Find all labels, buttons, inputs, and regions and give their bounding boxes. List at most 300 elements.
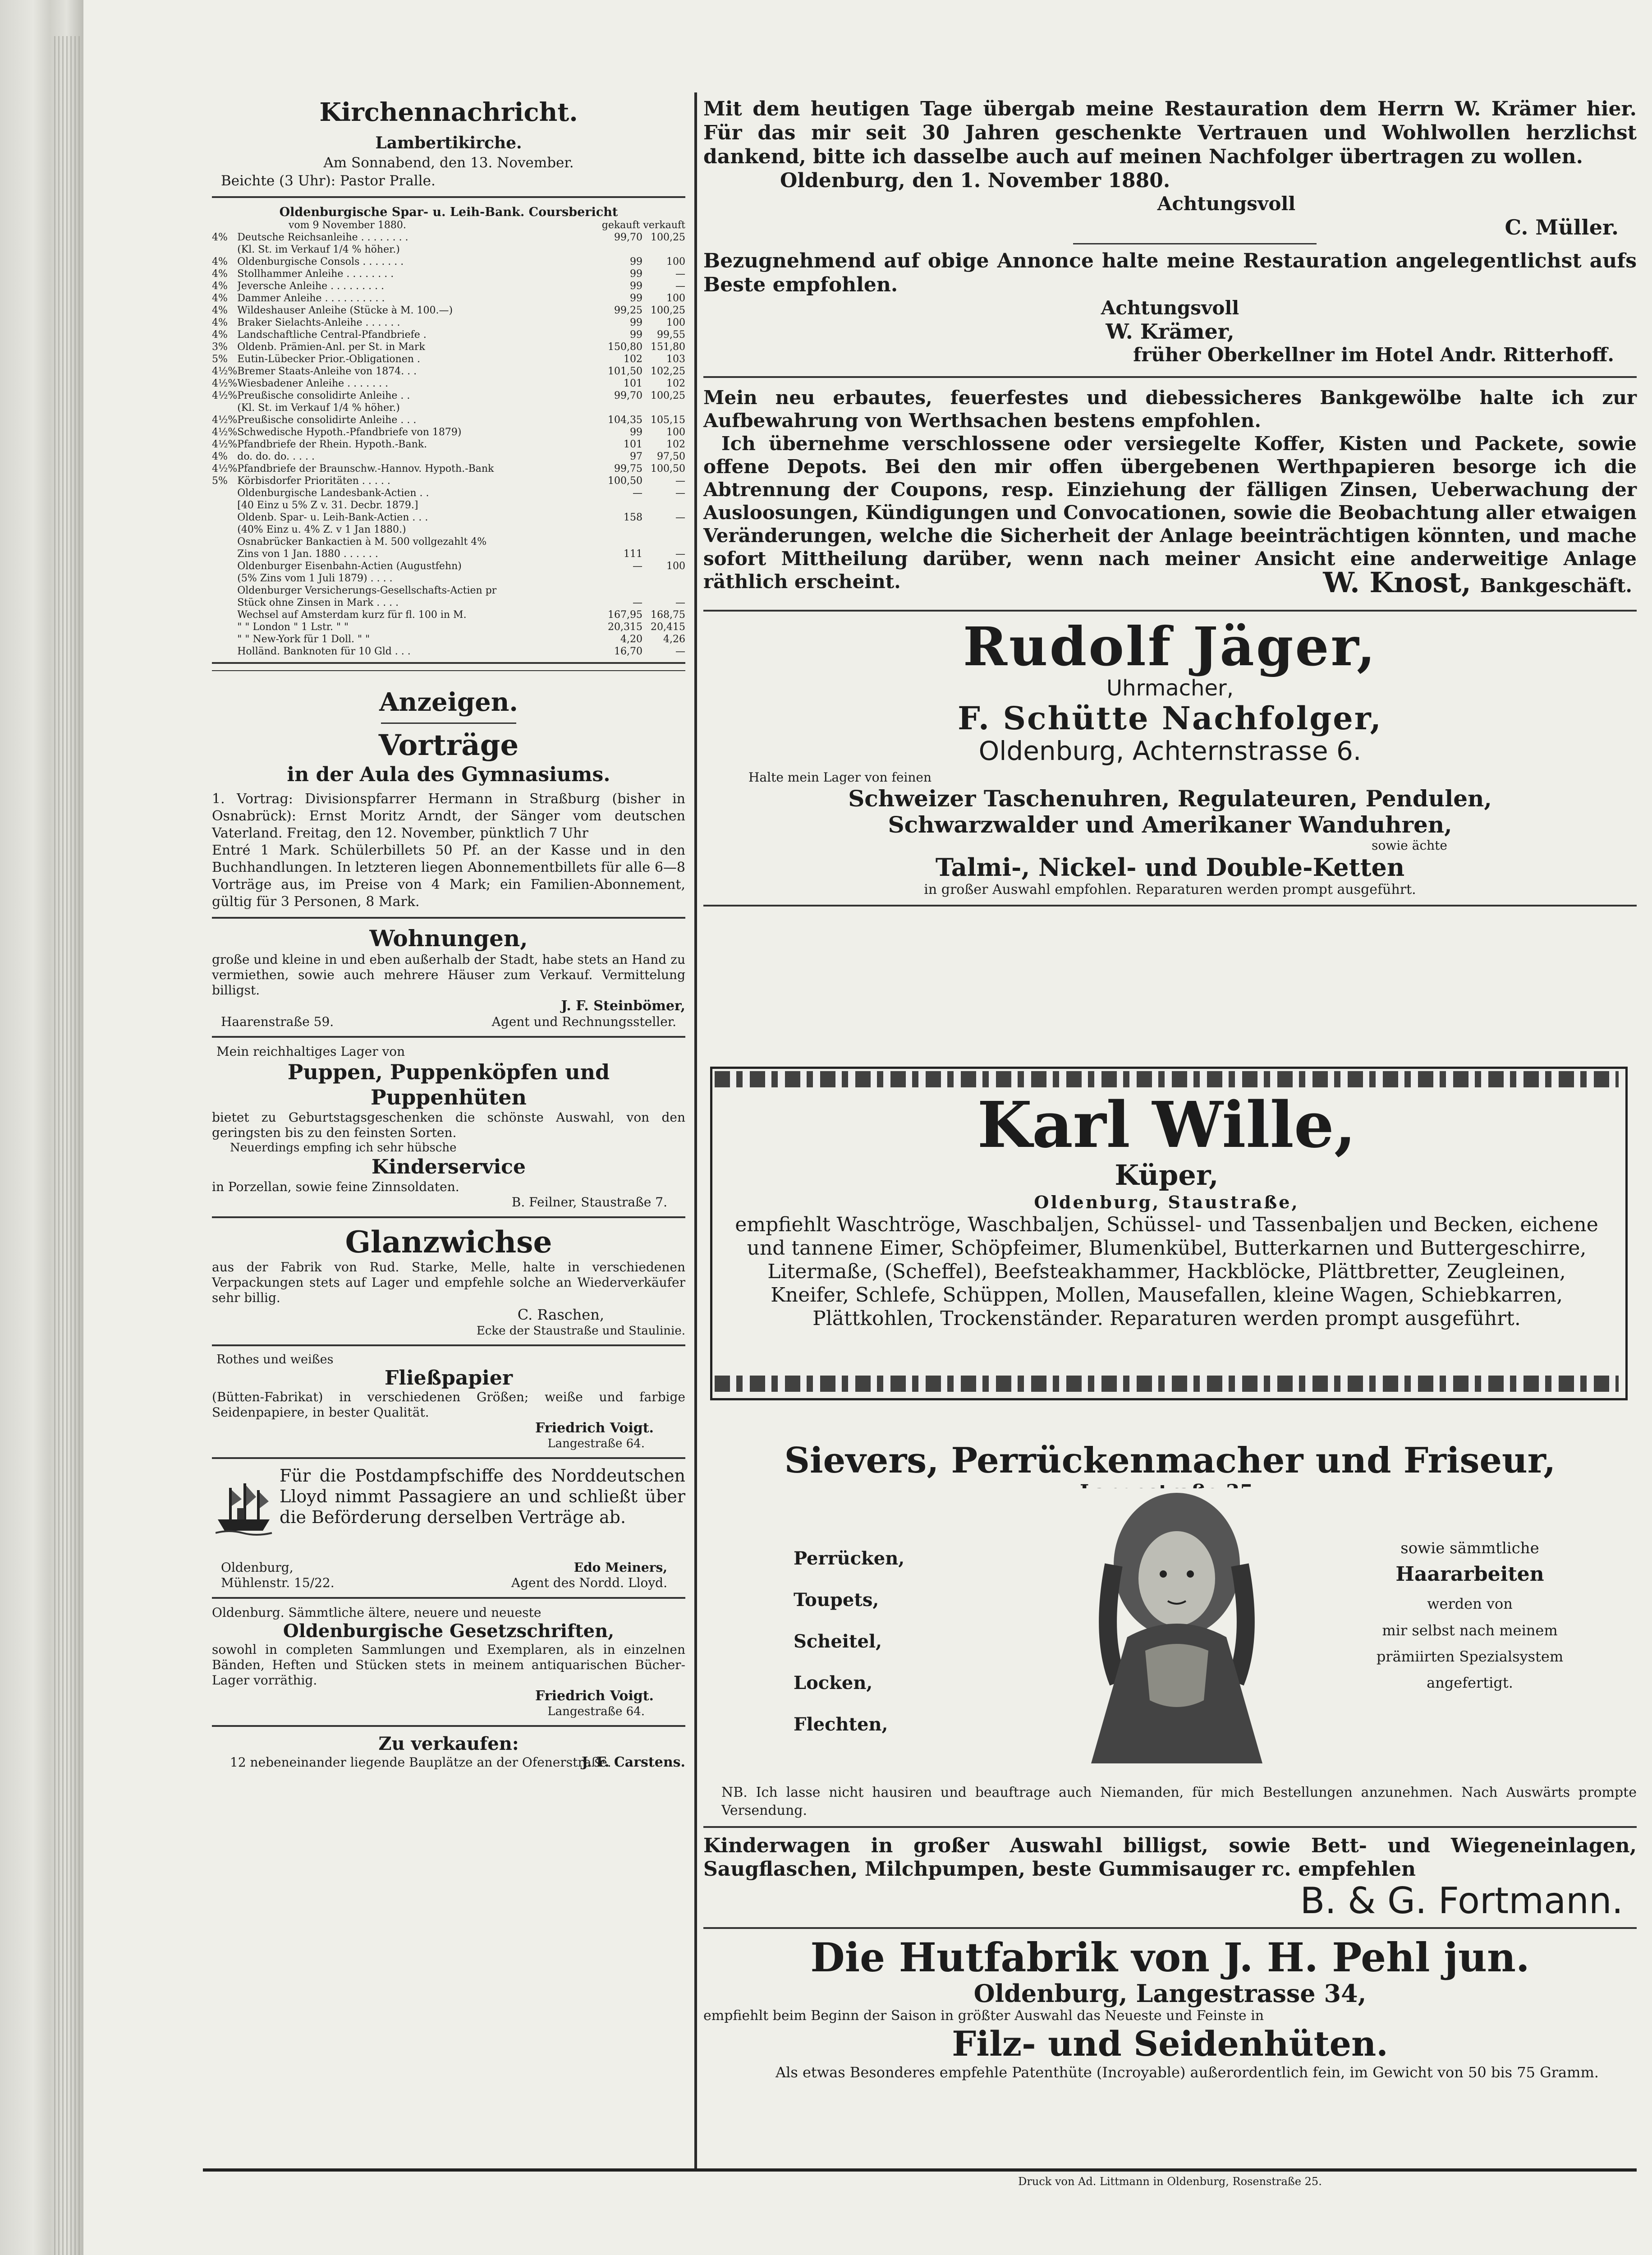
vortraege-title: Vorträge [378,728,519,762]
divider [703,905,1637,907]
lloyd-signature: Edo Meiners, [574,1560,667,1575]
bank-row-buy: 99,75 [614,463,642,474]
pehl-address: Oldenburg, Langestrasse 34, [973,1979,1367,2008]
bank-row-sell: — [675,488,685,499]
bank-row-sell: 151,80 [651,341,685,353]
bank-row-percent: 4% [212,268,228,280]
bank-row-percent: 4% [212,281,228,292]
glanz-title: Glanzwichse [345,1224,552,1260]
bank-row-buy: 99 [630,268,642,280]
left-column [212,97,685,1770]
kraemer-signature: W. Krämer, [1106,319,1234,344]
bank-row-sell: 100,25 [651,390,685,401]
bank-row-sell [642,402,685,414]
bank-row-name: Bremer Staats-Anleihe von 1874. . . [237,366,417,377]
puppen-signature: B. Feilner, Staustraße 7. [511,1195,667,1210]
sievers-right-1: sowie sämmtliche [1400,1539,1539,1557]
bank-row-buy [600,572,642,584]
wohnungen-signature: J. F. Steinbömer, [561,998,685,1014]
bank-row-sell [642,524,685,536]
jaeger-line-5: in großer Auswahl empfohlen. Reparaturen werden prompt ausgeführt. [924,882,1416,897]
wille-text: empfiehlt Waschtröge, Waschbaljen, Schüssel- und Tassenbaljen und Becken, eichene und tannene Eimer, Schöpfeimer, Blumenkübel, Butterkarnen und Buttergeschirre, Litermaße, (Scheffel), Beefsteakhammer, Hackblöcke, Plättbretter, Zeugleinen, Kneifer, Schlefe, Schüppen, Mollen, Mausefallen, kleine Wagen, Schiebkarren, Plättkohlen, Trockenständer. Reparaturen werden prompt ausgeführt. [735,1213,1598,1330]
glanz-address: Ecke der Staustraße und Staulinie. [476,1324,685,1338]
bank-row-name: Oldenburger Versicherungs-Gesellschafts-Actien pr [237,585,497,596]
pehl-title: Die Hutfabrik von J. H. Pehl jun. [810,1934,1530,1981]
knost-text-2: Ich übernehme verschlossene oder versiegelte Koffer, Kisten und Packete, sowie offene Depots. Bei den mir offen übergebenen Werthpapieren besorge ich die Abtrennung der Coupons, resp. Einziehung der fälligen Zinsen, Ueberwachung der Ausloosungen, Kündigungen und Convocationen, sowie die Beobachtung aller etwaigen Veränderungen, welche die Sicherheit der Anlage beeinträchtigen könnten, und mache sofort Mittheilung darüber, wenn nach meiner Ansicht eine anderweitige Anlage räthlich erscheint. [703,433,1637,593]
puppen-extra: Neuerdings empfing ich sehr hübsche [230,1141,457,1155]
wille-ad-pattern-top [715,1071,1619,1087]
bank-row-sell [642,499,685,511]
bank-row-percent: 4½% [212,463,238,474]
divider [1073,243,1317,244]
wille-title: Karl Wille, [977,1088,1356,1162]
bank-row-name: Wechsel auf Amsterdam kurz für fl. 100 in M. [237,609,467,621]
puppen-intro: Mein reichhaltiges Lager von [216,1044,405,1059]
sievers-right-5: prämiirten Spezialsystem [1376,1648,1564,1665]
fortmann-text: Kinderwagen in großer Auswahl billigst, sowie Bett- und Wiegeneinlagen, Saugflaschen, Milchpumpen, beste Gummisauger rc. empfehlen [703,1834,1637,1881]
bank-row-name: Holländ. Banknoten für 10 Gld . . . [237,646,411,657]
fortmann-signature: B. & G. Fortmann. [1300,1880,1623,1922]
bank-table-row [212,609,685,621]
divider [703,376,1637,378]
bank-row-sell: — [675,281,685,292]
divider [212,662,685,664]
fliess-intro: Rothes und weißes [216,1353,334,1367]
bank-row-percent: 4% [212,305,228,316]
sievers-right-4: mir selbst nach meinem [1382,1622,1558,1639]
bank-row-name: (Kl. St. im Verkauf 1/4 % höher.) [237,402,400,414]
kraemer-subtitle: früher Oberkellner im Hotel Andr. Ritterhoff. [1133,344,1614,366]
bank-row-buy: 99 [630,317,642,328]
bank-row-name: Dammer Anleihe . . . . . . . . . . [237,293,385,304]
divider [703,1927,1637,1929]
bank-row-buy [600,499,642,511]
wohnungen-text: große und kleine in und eben außerhalb der Stadt, habe stets an Hand zu vermiethen, sowie auch mehrere Häuser zum Verkauf. Vermittelung billigst. [212,952,685,998]
bank-row-buy: 101 [624,378,642,389]
gesetz-intro: Oldenburg. Sämmtliche ältere, neuere und neueste [212,1605,541,1620]
bank-row-percent: 4% [212,451,228,462]
bank-row-name: " " New-York für 1 Doll. " " [237,634,370,645]
bank-row-sell: 103 [666,354,685,365]
bank-table-row [212,645,685,658]
mueller-greeting: Achtungsvoll [1157,193,1296,215]
puppen-title-1: Puppen, Puppenköpfen und [287,1060,610,1084]
bank-row-sell: 100 [666,427,685,438]
divider [381,723,516,724]
divider [212,196,685,198]
bank-row-buy: 99 [630,293,642,304]
bank-table-row [212,390,685,402]
lloyd-sign-row-2 [212,1575,685,1591]
bank-row-name: Osnabrücker Bankactien à M. 500 vollgezahlt 4% [237,536,487,548]
bank-row-percent: 5% [212,475,228,487]
divider [212,670,685,671]
glanz-signature: C. Raschen, [517,1306,604,1323]
bank-table-row [212,317,685,329]
divider [212,1597,685,1599]
bank-row-name: Oldenb. Prämien-Anl. per St. in Mark [237,341,425,353]
bank-table-row [212,353,685,365]
verkaufen-signature: J. F. Carstens. [581,1754,685,1770]
bank-table-row [212,414,685,426]
lloyd-text: Für die Postdampfschiffe des Norddeutschen Lloyd nimmt Passagiere an und schließt über die Beförderung derselben Verträge ab. [280,1466,685,1527]
bank-row-buy: 99 [630,329,642,341]
puppen-title-2: Puppenhüten [371,1085,527,1109]
bank-table-row [212,268,685,280]
church-subtitle: Lambertikirche. [375,133,522,152]
bank-row-buy: 99 [630,281,642,292]
bank-row-buy [600,584,642,597]
kraemer-greeting: Achtungsvoll [1101,297,1239,319]
bank-row-sell: 20,415 [651,621,685,633]
bank-row-name: Pfandbriefe der Braunschw.-Hannov. Hypoth.-Bank [237,463,494,474]
lloyd-city: Oldenburg, [221,1560,294,1575]
bank-row-name: Oldenburgische Landesbank-Actien . . [237,488,429,499]
bank-row-percent [212,645,237,658]
steamship-icon [216,1474,274,1537]
bank-row-percent: 4% [212,329,228,341]
bank-table-row [212,536,685,548]
divider [212,1216,685,1218]
church-line-2: Beichte (3 Uhr): Pastor Pralle. [221,173,436,189]
bank-row-name: (40% Einz u. 4% Z. v 1 Jan 1880.) [237,524,406,535]
bank-row-sell: — [675,512,685,523]
bank-row-percent [212,244,237,256]
bank-row-percent [212,621,237,633]
sievers-item: Locken, [794,1672,873,1694]
bank-row-percent [212,487,237,499]
bank-table-row [212,402,685,414]
bank-row-percent: 4% [212,317,228,328]
bank-column-head: gekauft verkauft [601,220,685,231]
pehl-text-2: Als etwas Besonderes empfehle Patenthüte (Incroyable) außerordentlich fein, im Gewicht von 50 bis 75 Gramm. [776,2064,1599,2081]
bank-row-sell: 100 [666,317,685,328]
bank-row-buy: — [633,561,642,572]
sievers-right-6: angefertigt. [1427,1674,1513,1691]
anzeigen-heading: Anzeigen. [379,687,518,717]
bank-row-buy: 101 [624,439,642,450]
bank-row-sell: 102 [666,378,685,389]
sievers-item-list [794,1538,983,1745]
column-divider [694,92,697,2172]
lloyd-street: Mühlenstr. 15/22. [221,1575,335,1590]
bank-row-name: Zins von 1 Jan. 1880 . . . . . . [237,548,378,560]
church-title: Kirchennachricht. [319,97,578,127]
gesetz-address: Langestraße 64. [547,1705,645,1718]
bank-row-buy: — [633,597,642,608]
bank-row-percent [212,584,237,597]
bank-table-row [212,451,685,463]
bank-table-row [212,292,685,304]
bank-table-row [212,548,685,560]
knost-text-1: Mein neu erbautes, feuerfestes und diebessicheres Bankgewölbe halte ich zur Aufbewahrung von Werthsachen bestens empfohlen. [703,387,1637,432]
sievers-item: Scheitel, [794,1631,882,1652]
gesetz-text: sowohl in completen Sammlungen und Exemplaren, als in einzelnen Bänden, Heften und Stücken stets in meinem antiquarischen Bücher-Lager vorräthig. [212,1642,685,1688]
bank-row-percent [212,597,237,609]
sievers-nb: NB. Ich lasse nicht hausiren und beauftrage auch Niemanden, für mich Bestellungen anzunehmen. Nach Auswärts prompte Versendung. [721,1785,1637,1818]
jaeger-line-1: Schweizer Taschenuhren, Regulateuren, Pendulen, [848,785,1492,812]
jaeger-line-4: Talmi-, Nickel- und Double-Ketten [935,853,1405,882]
bank-row-name: Preußische consolidirte Anleihe . . [237,390,410,401]
bank-row-sell [642,572,685,584]
lloyd-block [212,1465,685,1560]
divider [703,610,1637,612]
bank-row-buy: 99 [630,256,642,267]
bank-table-row [212,365,685,377]
bank-row-sell [642,536,685,548]
bank-row-buy: — [633,488,642,499]
wille-city: Oldenburg, Staustraße, [1034,1192,1299,1212]
lloyd-sign-row-1 [212,1560,685,1575]
knost-signature: W. Knost, [1323,566,1471,599]
bank-row-percent [212,572,237,584]
verkaufen-text: 12 nebeneinander liegende Bauplätze an der Ofenerstraße. [230,1755,611,1770]
fliess-title: Fließpapier [384,1367,513,1390]
bank-table-row [212,633,685,645]
bank-row-name: Oldenburger Eisenbahn-Actien (Augustfehn) [237,561,462,572]
fliess-text: (Bütten-Fabrikat) in verschiedenen Größen; weiße und farbige Seidenpapiere, in bester Qualität. [212,1390,685,1420]
bank-row-name: Braker Sielachts-Anleihe . . . . . . [237,317,400,328]
bank-table-row [212,511,685,524]
vortraege-text-1: 1. Vortrag: Divisionspfarrer Hermann in Straßburg (bisher in Osnabrück): Ernst Moritz Arndt, der Sänger vom deutschen Vaterland. Freitag, den 12. November, pünktlich 7 Uhr [212,791,685,841]
lloyd-role: Agent des Nordd. Lloyd. [511,1575,667,1590]
divider [212,1036,685,1038]
sievers-right [1335,1538,1605,1696]
bank-row-name: (5% Zins vom 1 Juli 1879) . . . . [237,573,393,584]
bank-row-name: Schwedische Hypoth.-Pfandbriefe von 1879) [237,427,462,438]
wille-subtitle: Küper, [1115,1159,1219,1192]
mueller-date: Oldenburg, den 1. November 1880. [780,169,1170,192]
bank-row-percent [212,499,237,511]
vortraege-text-2: Entré 1 Mark. Schülerbillets 50 Pf. an der Kasse und in den Buchhandlungen. In letzteren liegen Abonnementbillets für alle 6—8 Vorträge aus, im Preise von 4 Mark; ein Familien-Abonnement, gültig für 3 Personen, 8 Mark. [212,842,685,910]
jaeger-subtitle-2: F. Schütte Nachfolger, [958,700,1382,737]
bank-row-percent [212,609,237,621]
bank-row-sell: 168,75 [651,609,685,621]
bank-table-row [212,329,685,341]
bank-row-buy: 101,50 [608,366,642,377]
bank-table-row [212,341,685,353]
bank-row-percent: 4½% [212,427,238,438]
bank-row-buy: 111 [624,548,642,560]
wohnungen-title: Wohnungen, [369,925,528,952]
bank-row-buy [600,244,642,256]
gesetz-title: Oldenburgische Gesetzschriften, [283,1620,615,1642]
bank-row-name: Körbisdorfer Prioritäten . . . . . [237,475,390,487]
sievers-item: Toupets, [794,1589,879,1611]
bank-row-sell [642,244,685,256]
wohnungen-address: Haarenstraße 59. [221,1014,334,1029]
vortraege-subtitle: in der Aula des Gymnasiums. [287,763,610,786]
bank-row-sell: 100,25 [651,305,685,316]
bank-table-row [212,256,685,268]
bank-row-sell: 100 [666,293,685,304]
bank-row-buy [600,524,642,536]
bank-row-sell: — [675,597,685,608]
bank-row-sell: 100,50 [651,463,685,474]
bank-row-percent: 4½% [212,390,238,401]
sievers-item: Flechten, [794,1714,888,1735]
bank-row-buy [600,402,642,414]
sievers-right-2: Haararbeiten [1395,1563,1544,1586]
pehl-big: Filz- und Seidenhüten. [952,2024,1388,2064]
pehl-text: empfiehlt beim Beginn der Saison in größter Auswahl das Neueste und Feinste in [703,2008,1264,2024]
bank-date: vom 9 November 1880. [289,220,406,231]
bank-row-name: Eutin-Lübecker Prior.-Obligationen . [237,354,420,365]
bank-row-buy: 158 [624,512,642,523]
bank-row-name: Preußische consolidirte Anleihe . . . [237,414,417,426]
bank-row-percent: 3% [212,341,228,353]
bank-row-buy: 102 [624,354,642,365]
bank-table-row [212,524,685,536]
bank-table-row [212,244,685,256]
bank-row-sell: — [675,475,685,487]
bank-row-name: (Kl. St. im Verkauf 1/4 % höher.) [237,244,400,255]
bank-table-row [212,499,685,511]
divider [212,917,685,919]
bank-row-buy: 99,70 [614,390,642,401]
bank-row-name: Jeversche Anleihe . . . . . . . . . [237,281,385,292]
bank-row-buy: 150,80 [608,341,642,353]
bank-row-sell: 100,25 [651,232,685,243]
mueller-text: Mit dem heutigen Tage übergab meine Restauration dem Herrn W. Krämer hier. Für das mir seit 30 Jahren geschenkte Vertrauen und Wohlwollen herzlichst dankend, bitte ich dasselbe auch auf meinen Nachfolger übertragen zu wollen. [703,97,1637,168]
bank-row-percent: 4½% [212,414,238,426]
bank-row-sell: 99,55 [657,329,685,341]
bank-row-name: Oldenburgische Consols . . . . . . . [237,256,404,267]
fliess-address: Langestraße 64. [547,1437,645,1450]
bank-row-name: Wiesbadener Anleihe . . . . . . . [237,378,389,389]
bank-row-sell: 105,15 [651,414,685,426]
bank-table [212,231,685,658]
bank-table-row [212,304,685,317]
divider [703,1826,1637,1828]
bank-row-sell: 102 [666,439,685,450]
bank-row-sell: 97,50 [657,451,685,462]
bank-table-row [212,572,685,584]
bank-row-percent [212,633,237,645]
bank-row-sell: 100 [666,256,685,267]
woman-portrait-illustration [1051,1488,1303,1763]
divider [212,1457,685,1459]
puppen-text: bietet zu Geburtstagsgeschenken die schönste Auswahl, von den geringsten bis zu den feinsten Sorten. [212,1110,685,1140]
bank-row-percent [212,548,237,560]
fliess-signature: Friedrich Voigt. [535,1420,654,1436]
bank-row-percent [212,560,237,572]
wille-ad-pattern-bottom [715,1376,1619,1392]
bank-row-name: Pfandbriefe der Rhein. Hypoth.-Bank. [237,439,427,450]
bank-row-sell: 4,26 [663,634,685,645]
sievers-items [794,1538,983,1745]
bank-row-name: do. do. do. . . . . [237,451,315,462]
bank-row-name: " " London " 1 Lstr. " " [237,621,349,633]
bank-row-name: Deutsche Reichsanleihe . . . . . . . . [237,232,408,243]
puppen-text-2: in Porzellan, sowie feine Zinnsoldaten. [212,1179,459,1194]
church-line-1: Am Sonnabend, den 13. November. [323,155,574,171]
wohnungen-role: Agent und Rechnungssteller. [491,1014,676,1029]
bank-title: Oldenburgische Spar- u. Leih-Bank. Coursbericht [279,205,618,219]
bank-row-percent: 4½% [212,378,238,389]
bank-row-buy [600,536,642,548]
bank-row-percent: 4% [212,256,228,267]
sievers-right-3: werden von [1427,1595,1513,1612]
bank-row-percent: 4% [212,293,228,304]
jaeger-address: Oldenburg, Achternstrasse 6. [978,736,1362,766]
printer-imprint: Druck von Ad. Littmann in Oldenburg, Rosenstraße 25. [1018,2175,1322,2188]
jaeger-subtitle-1: Uhrmacher, [1106,676,1234,701]
bank-table-row [212,621,685,633]
glanz-text: aus der Fabrik von Rud. Starke, Melle, halte in verschiedenen Verpackungen stets auf Lager und empfehle solche an Wiederverkäufer sehr billig. [212,1260,685,1305]
bank-row-name: [40 Einz u 5% Z v. 31. Decbr. 1879.] [237,500,418,511]
bank-table-row [212,597,685,609]
divider [212,1725,685,1727]
bank-row-name: Stollhammer Anleihe . . . . . . . . [237,268,394,280]
knost-business: Bankgeschäft. [1480,575,1632,597]
bank-row-sell: — [675,548,685,560]
page-edges [54,36,81,2255]
bank-table-row [212,475,685,487]
bank-row-buy: 104,35 [608,414,642,426]
bank-row-percent: 4½% [212,366,238,377]
jaeger-line-2: Schwarzwalder und Amerikaner Wanduhren, [888,811,1452,838]
bank-row-sell: 100 [666,561,685,572]
bank-row-percent [212,524,237,536]
bank-table-row [212,438,685,451]
bank-row-buy: 99,25 [614,305,642,316]
bank-row-sell: — [675,646,685,657]
bank-row-name: Wildeshauser Anleihe (Stücke à M. 100.—) [237,305,453,316]
sievers-item: Perrücken, [794,1548,905,1569]
bank-row-buy: 99 [630,427,642,438]
bank-table-row [212,231,685,244]
bank-row-sell: — [675,268,685,280]
bank-row-percent [212,511,237,524]
bank-row-name: Oldenb. Spar- u. Leih-Bank-Actien . . . [237,512,428,523]
bottom-rule [203,2168,1637,2172]
bank-row-buy: 20,315 [608,621,642,633]
bank-table-row [212,463,685,475]
bank-table-row [212,487,685,499]
jaeger-title: Rudolf Jäger, [963,615,1377,678]
sievers-title: Sievers, Perrückenmacher und Friseur, [784,1440,1556,1481]
bank-table-row [212,584,685,597]
bank-row-buy: 97 [630,451,642,462]
jaeger-line-3: sowie ächte [1372,838,1447,853]
bank-row-name: Landschaftliche Central-Pfandbriefe . [237,329,427,341]
gesetz-signature: Friedrich Voigt. [535,1688,654,1704]
wohnungen-address-row [212,1014,685,1030]
divider [212,1344,685,1346]
bank-row-name: Stück ohne Zinsen in Mark . . . . [237,597,399,608]
bank-row-percent [212,536,237,548]
bank-date-row [212,220,685,231]
bank-row-sell [642,584,685,597]
bank-row-buy: 16,70 [614,646,642,657]
bank-row-percent: 4½% [212,439,238,450]
bank-row-buy: 100,50 [608,475,642,487]
bank-row-sell: 102,25 [651,366,685,377]
bank-row-percent: 4% [212,232,228,243]
bank-table-row [212,280,685,292]
bank-row-buy: 167,95 [608,609,642,621]
bank-row-percent [212,402,237,414]
mueller-signature: C. Müller. [1505,215,1619,239]
bank-table-row [212,560,685,572]
verkaufen-title: Zu verkaufen: [378,1733,519,1754]
puppen-title-3: Kinderservice [372,1155,526,1178]
kraemer-text: Bezugnehmend auf obige Annonce halte meine Restauration angelegentlichst aufs Beste empfohlen. [703,249,1637,296]
bank-table-row [212,426,685,438]
bottom-right-ads [703,1784,1637,2081]
bank-row-percent: 5% [212,354,228,365]
